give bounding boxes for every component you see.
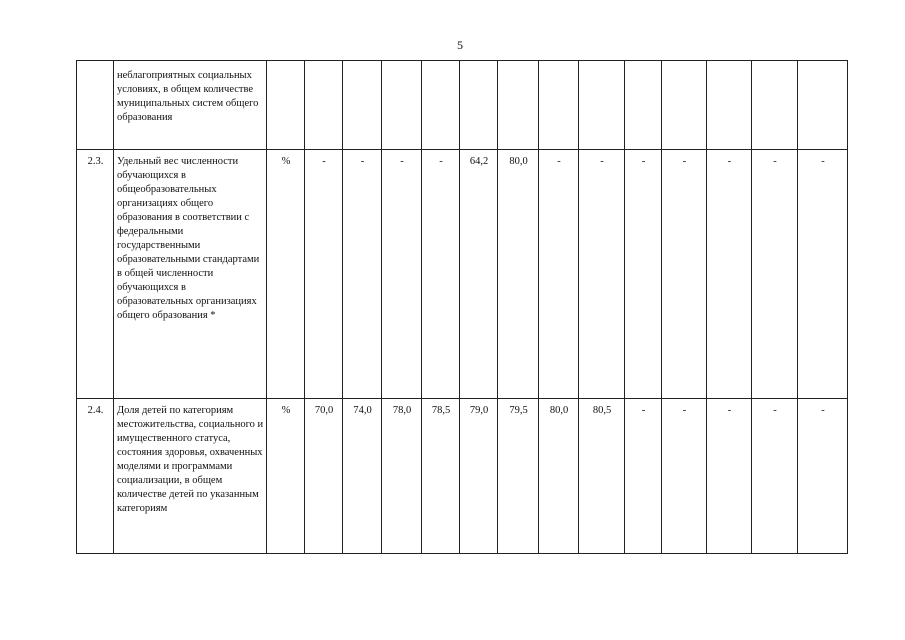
value-cell: - <box>798 399 848 554</box>
value-cell <box>382 61 422 150</box>
value-cell: - <box>662 150 707 399</box>
value-cell: 79,0 <box>460 399 498 554</box>
value-cell: 79,5 <box>498 399 539 554</box>
value-cell <box>707 61 752 150</box>
value-cell <box>305 61 343 150</box>
value-cell: 74,0 <box>343 399 382 554</box>
row-number: 2.4. <box>77 399 114 554</box>
row-description: Доля детей по категориям местожительства, социального и имущественного статуса, состояния здоровья, охваченных моделями и программами социализации, в общем количестве детей по указанным категориям <box>114 399 267 554</box>
value-cell <box>539 61 579 150</box>
value-cell <box>422 61 460 150</box>
value-cell: - <box>625 399 662 554</box>
value-cell: - <box>382 150 422 399</box>
value-cell: - <box>707 150 752 399</box>
page-number: 5 <box>457 38 463 52</box>
value-cell: - <box>752 399 798 554</box>
row-number <box>77 61 114 150</box>
table-row <box>77 61 848 150</box>
row-unit: % <box>267 399 305 554</box>
row-unit <box>267 61 305 150</box>
value-cell <box>662 61 707 150</box>
value-cell <box>460 61 498 150</box>
value-cell: - <box>579 150 625 399</box>
value-cell: 70,0 <box>305 399 343 554</box>
value-cell: - <box>422 150 460 399</box>
row-number: 2.3. <box>77 150 114 399</box>
value-cell <box>625 61 662 150</box>
value-cell: - <box>625 150 662 399</box>
value-cell: - <box>343 150 382 399</box>
value-cell <box>579 61 625 150</box>
row-description: неблагоприятных социальных условиях, в общем количестве муниципальных систем общего образования <box>114 61 267 150</box>
value-cell: 80,0 <box>498 150 539 399</box>
value-cell <box>343 61 382 150</box>
value-cell <box>798 61 848 150</box>
value-cell: - <box>662 399 707 554</box>
value-cell: - <box>752 150 798 399</box>
value-cell: - <box>798 150 848 399</box>
value-cell: 80,5 <box>579 399 625 554</box>
value-cell: 64,2 <box>460 150 498 399</box>
row-description: Удельный вес численности обучающихся в общеобразовательных организациях общего образования в соответствии с федеральными государственными образовательными стандартами в общей численности обучающихся в образовательных организациях общего образования * <box>114 150 267 399</box>
value-cell: 78,0 <box>382 399 422 554</box>
indicators-table <box>76 60 848 554</box>
value-cell: - <box>707 399 752 554</box>
value-cell: - <box>539 150 579 399</box>
value-cell <box>752 61 798 150</box>
value-cell: - <box>305 150 343 399</box>
value-cell: 78,5 <box>422 399 460 554</box>
value-cell: 80,0 <box>539 399 579 554</box>
table-row <box>77 150 848 399</box>
value-cell <box>498 61 539 150</box>
row-unit: % <box>267 150 305 399</box>
table-row <box>77 399 848 554</box>
